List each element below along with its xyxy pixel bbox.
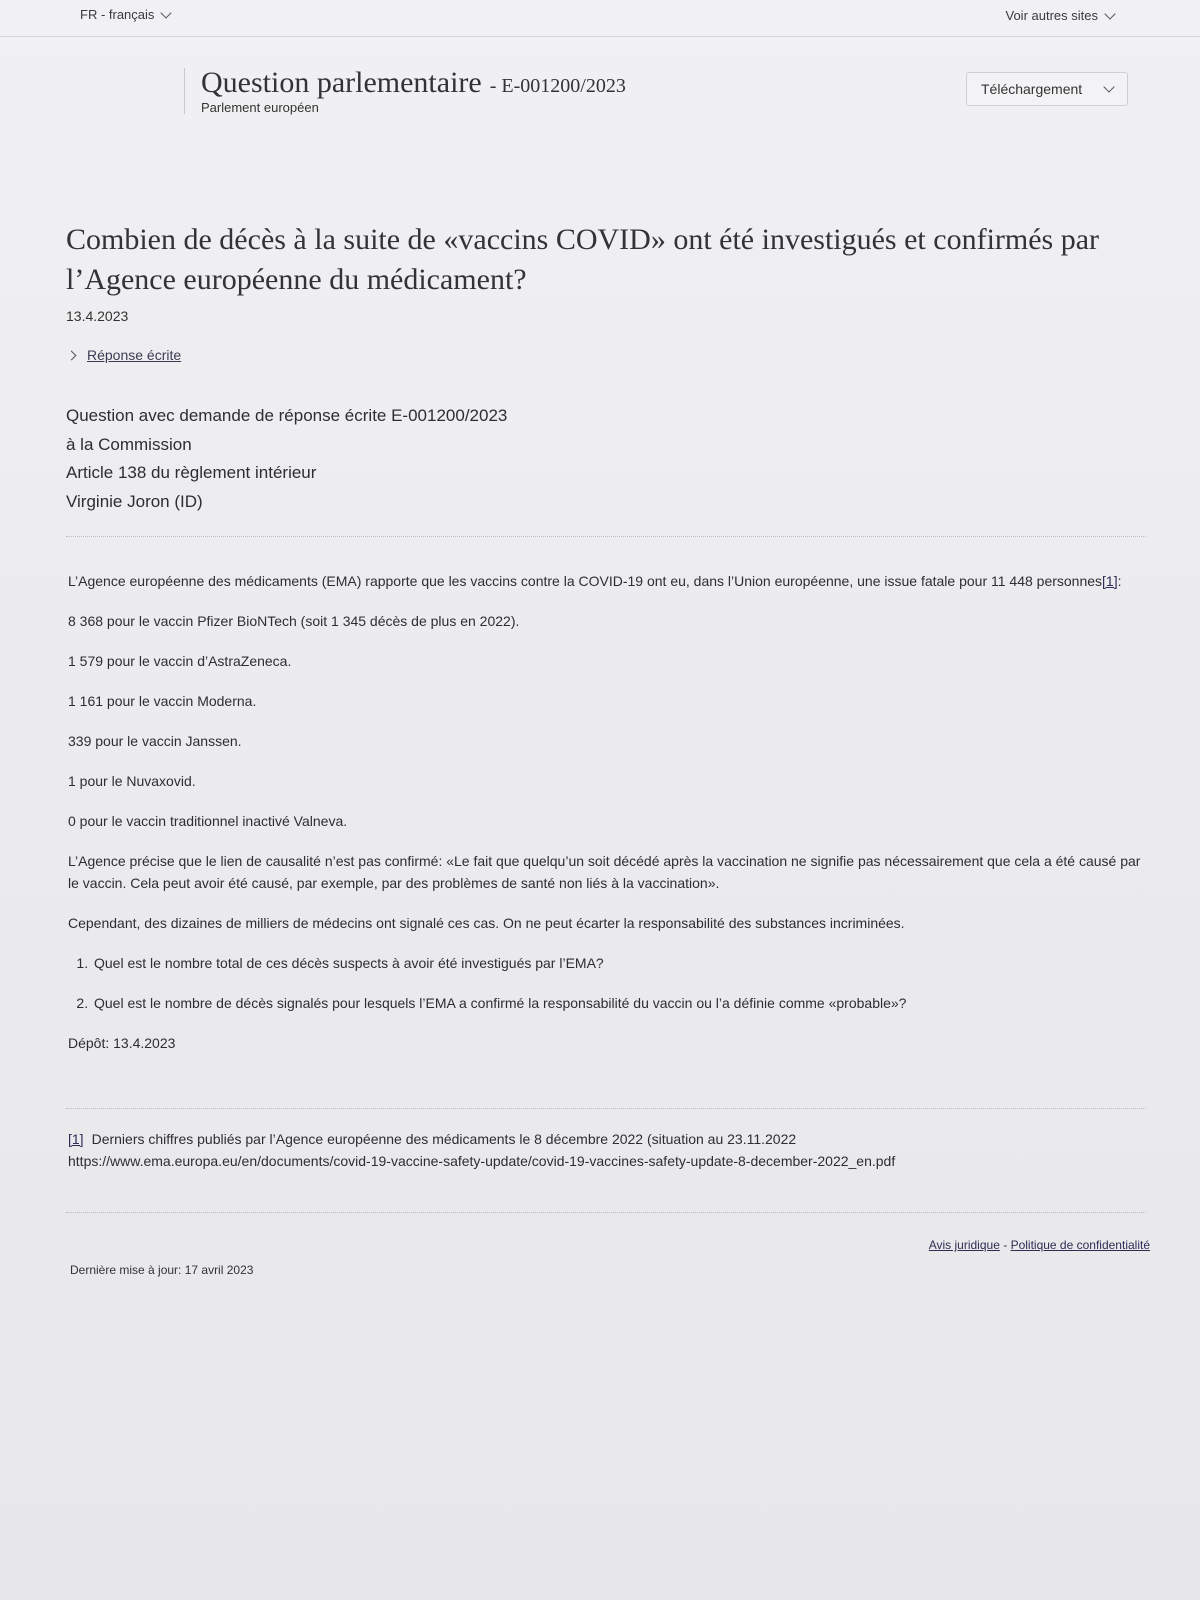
- privacy-policy-link[interactable]: Politique de confidentialité: [1010, 1238, 1150, 1252]
- written-answer-link[interactable]: Réponse écrite: [87, 347, 182, 363]
- meta-author: Virginie Joron (ID): [66, 491, 203, 511]
- page-subtitle: Parlement européen: [201, 100, 319, 115]
- body-line-valneva: 0 pour le vaccin traditionnel inactivé Valneva.: [68, 813, 348, 829]
- language-label: FR - français: [80, 7, 155, 22]
- page-header: [184, 68, 626, 114]
- meta-type: Question avec demande de réponse écrite E-001200/2023: [66, 406, 508, 425]
- body-causality: L’Agence précise que le lien de causalité n’est pas confirmé: «Le fait que quelqu’un soit décédé après la vaccination ne signifie pas nécessairement que cela a été causé par le vaccin. Cela peut avoir été causé, par exemple, par des problèmes de santé non liés à la vaccination».: [68, 853, 1141, 891]
- page-title: Question parlementaire: [201, 66, 482, 99]
- last-updated: Dernière mise à jour: 17 avril 2023: [70, 1263, 254, 1277]
- footnote-number-link[interactable]: [1]: [68, 1131, 84, 1147]
- chevron-down-icon: [1104, 8, 1115, 19]
- meta-article: Article 138 du règlement intérieur: [66, 463, 317, 482]
- footnote: [68, 1128, 1148, 1172]
- footnote-ref-link[interactable]: [1]: [1102, 573, 1118, 589]
- body-however: Cependant, des dizaines de milliers de médecins ont signalé ces cas. On ne peut écarter la responsabilité des substances incriminées.: [68, 915, 905, 931]
- footer-separator: -: [1003, 1238, 1008, 1252]
- download-button[interactable]: [966, 72, 1128, 106]
- download-label: Téléchargement: [981, 81, 1083, 97]
- footer-links: [929, 1238, 1150, 1252]
- footnote-text: Derniers chiffres publiés par l’Agence européenne des médicaments le 8 décembre 2022 (situation au 23.11.2022: [91, 1131, 797, 1147]
- body-line-astrazeneca: 1 579 pour le vaccin d’AstraZeneca.: [68, 653, 292, 669]
- body-line-nuvaxovid: 1 pour le Nuvaxovid.: [68, 773, 196, 789]
- question-meta: [66, 402, 507, 516]
- written-answer-toggle[interactable]: [68, 347, 181, 363]
- question-list: [68, 952, 1148, 1014]
- other-sites-menu[interactable]: [1006, 8, 1115, 23]
- body-intro: [68, 570, 1148, 592]
- chevron-right-icon: [67, 350, 77, 360]
- divider: [66, 536, 1146, 537]
- divider: [66, 1212, 1146, 1213]
- footnote-url: https://www.ema.europa.eu/en/documents/covid-19-vaccine-safety-update/covid-19-vaccines-safety-update-8-december-2022_en.pdf: [68, 1153, 896, 1169]
- body-line-pfizer: 8 368 pour le vaccin Pfizer BioNTech (soit 1 345 décès de plus en 2022).: [68, 613, 520, 629]
- body-line-janssen: 339 pour le vaccin Janssen.: [68, 733, 242, 749]
- chevron-down-icon: [161, 7, 172, 18]
- language-selector[interactable]: [80, 7, 170, 22]
- question-title: Combien de décès à la suite de «vaccins COVID» ont été investigués et confirmés par l’Agence européenne du médicament?: [66, 223, 1100, 296]
- top-bar: [0, 0, 1200, 37]
- question-item-2: 2. Quel est le nombre de décès signalés pour lesquels l’EMA a confirmé la responsabilité du vaccin ou l’a définie comme «probable»?: [92, 992, 1148, 1014]
- question-date: 13.4.2023: [66, 308, 129, 324]
- intro-end: :: [1117, 573, 1122, 589]
- legal-notice-link[interactable]: Avis juridique: [928, 1238, 1000, 1252]
- question-reference: - E-001200/2023: [489, 75, 626, 97]
- chevron-down-icon: [1103, 81, 1114, 92]
- question-item-1: 1. Quel est le nombre total de ces décès suspects à avoir été investigués par l’EMA?: [92, 952, 1148, 974]
- deposit-date: Dépôt: 13.4.2023: [68, 1035, 176, 1051]
- intro-text: L’Agence européenne des médicaments (EMA) rapporte que les vaccins contre la COVID-19 ont eu, dans l’Union européenne, une issue fatale pour 11 448 personnes: [68, 573, 1103, 589]
- divider: [66, 1108, 1146, 1109]
- meta-recipient: à la Commission: [66, 434, 192, 454]
- question-body: [68, 570, 1148, 1072]
- body-line-moderna: 1 161 pour le vaccin Moderna.: [68, 693, 257, 709]
- other-sites-label: Voir autres sites: [1005, 8, 1098, 23]
